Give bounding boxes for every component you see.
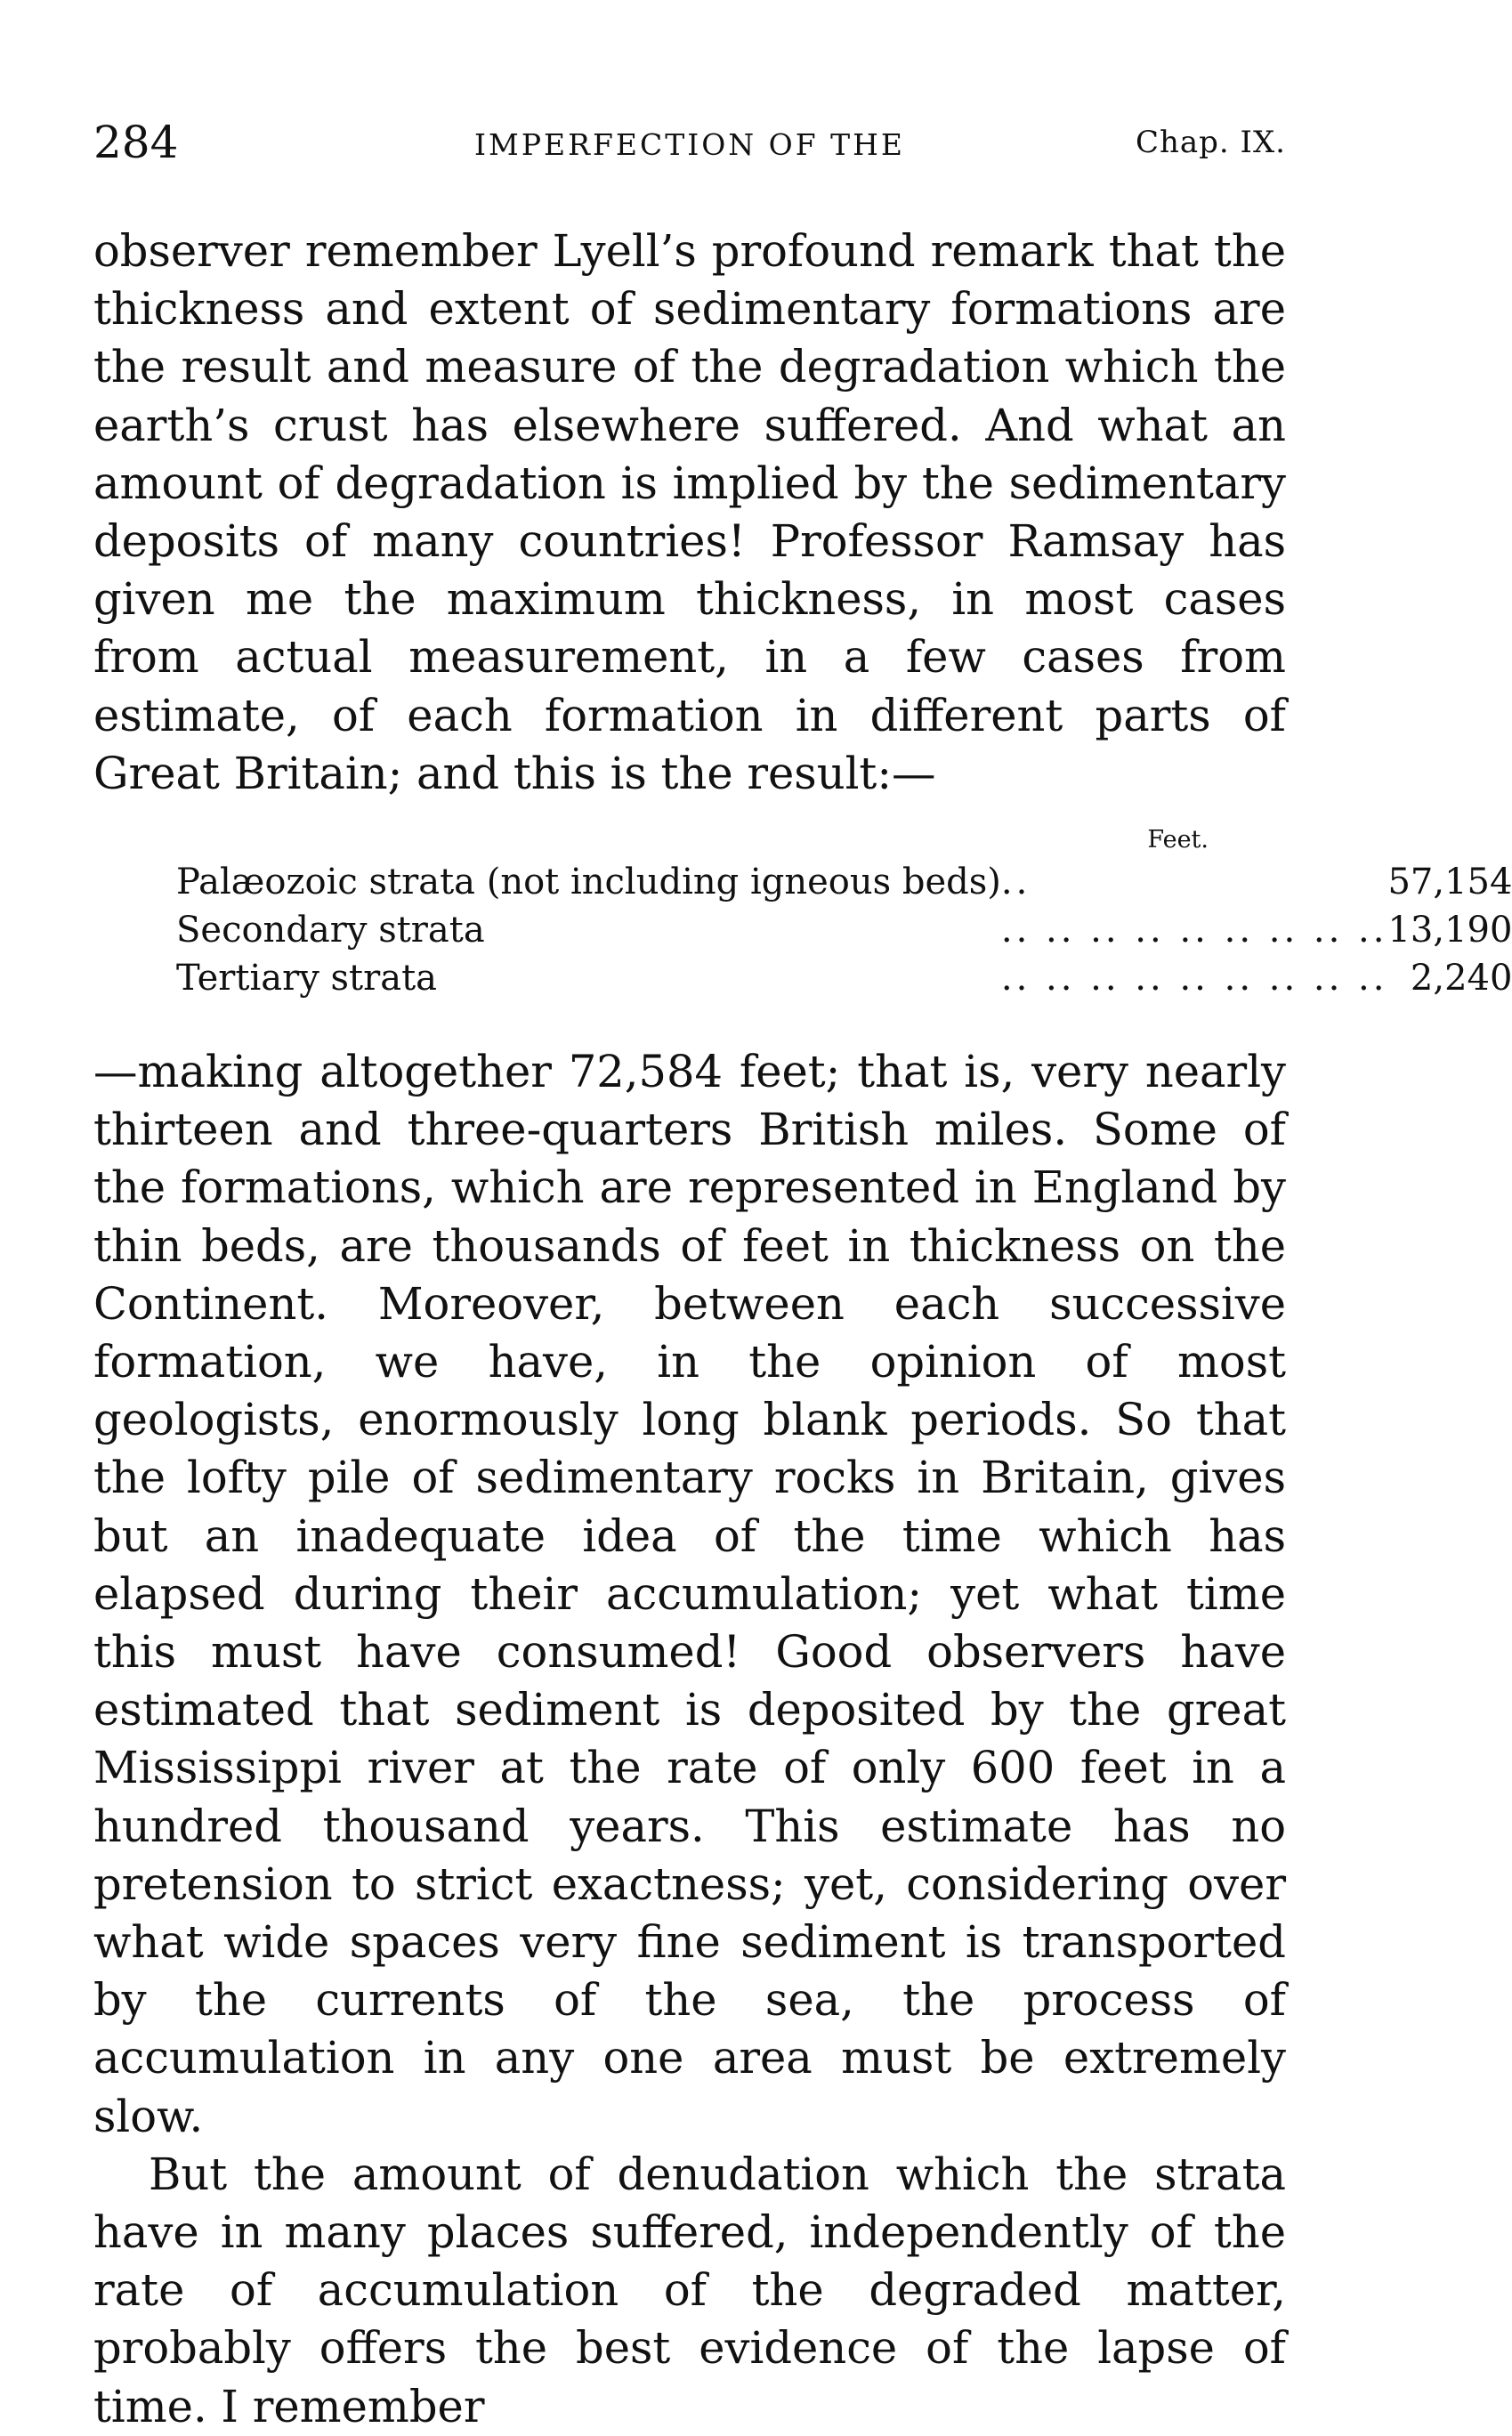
- table-row: [176, 954, 1512, 1002]
- table-row: [176, 906, 1512, 954]
- body-text-bottom: [93, 1043, 1286, 2436]
- row-value: 13,190: [1387, 910, 1512, 951]
- paragraph: observer remember Lyell’s profound remark that the thickness and extent of sedimentary formations are the result and measure of the degradation which the earth’s crust has elsewhere suffered. And what an amount of degradation is implied by the sedimentary deposits of many countries! Professor Ramsay has given me the maximum thickness, in most cases from actual measurement, in a few cases from estimate, of each formation in different parts of Great Britain; and this is the result:—: [93, 225, 1286, 799]
- page-number: 284: [93, 117, 179, 168]
- leader-dots: ..: [1000, 862, 1031, 902]
- row-label: Secondary strata: [176, 910, 485, 951]
- row-value: 57,154: [1387, 862, 1512, 902]
- body-text-top: [93, 223, 1286, 803]
- leader-dots: .. .. .. .. .. .. .. .. ..: [1000, 958, 1388, 999]
- chapter-label: Chap. IX.: [1135, 125, 1286, 160]
- table-row: [176, 858, 1512, 906]
- row-label: Tertiary strata: [176, 958, 438, 999]
- strata-table: [176, 858, 1512, 1002]
- feet-column-header: Feet.: [1147, 826, 1209, 854]
- leader-dots: .. .. .. .. .. .. .. .. ..: [1000, 910, 1388, 951]
- running-header: [93, 116, 1286, 169]
- row-label: Palæozoic strata (not including igneous beds): [176, 862, 1001, 902]
- row-value: 2,240: [1410, 958, 1512, 999]
- paragraph: —making altogether 72,584 feet; that is, very nearly thirteen and three-quarters British miles. Some of the formations, which are represented in England by thin beds, are thousands of feet in thickness on the Continent. Moreover, between each successive formation, we have, in the opinion of most geologists, enormously long blank periods. So that the lofty pile of sedimentary rocks in Britain, gives but an inadequate idea of the time which has elapsed during their accumulation; yet what time this must have consumed! Good observers have estimated that sediment is deposited by the great Mississippi river at the rate of only 600 feet in a hundred thousand years. This estimate has no pretension to strict exactness; yet, considering over what wide spaces very fine sediment is transported by the currents of the sea, the process of accumulation in any one area must be extremely slow.: [93, 1046, 1286, 2142]
- paragraph: But the amount of denudation which the strata have in many places suffered, independently of the rate of accumulation of the degraded matter, probably offers the best evidence of the lapse of time. I remember: [93, 2148, 1286, 2432]
- running-title: IMPERFECTION OF THE: [474, 127, 905, 162]
